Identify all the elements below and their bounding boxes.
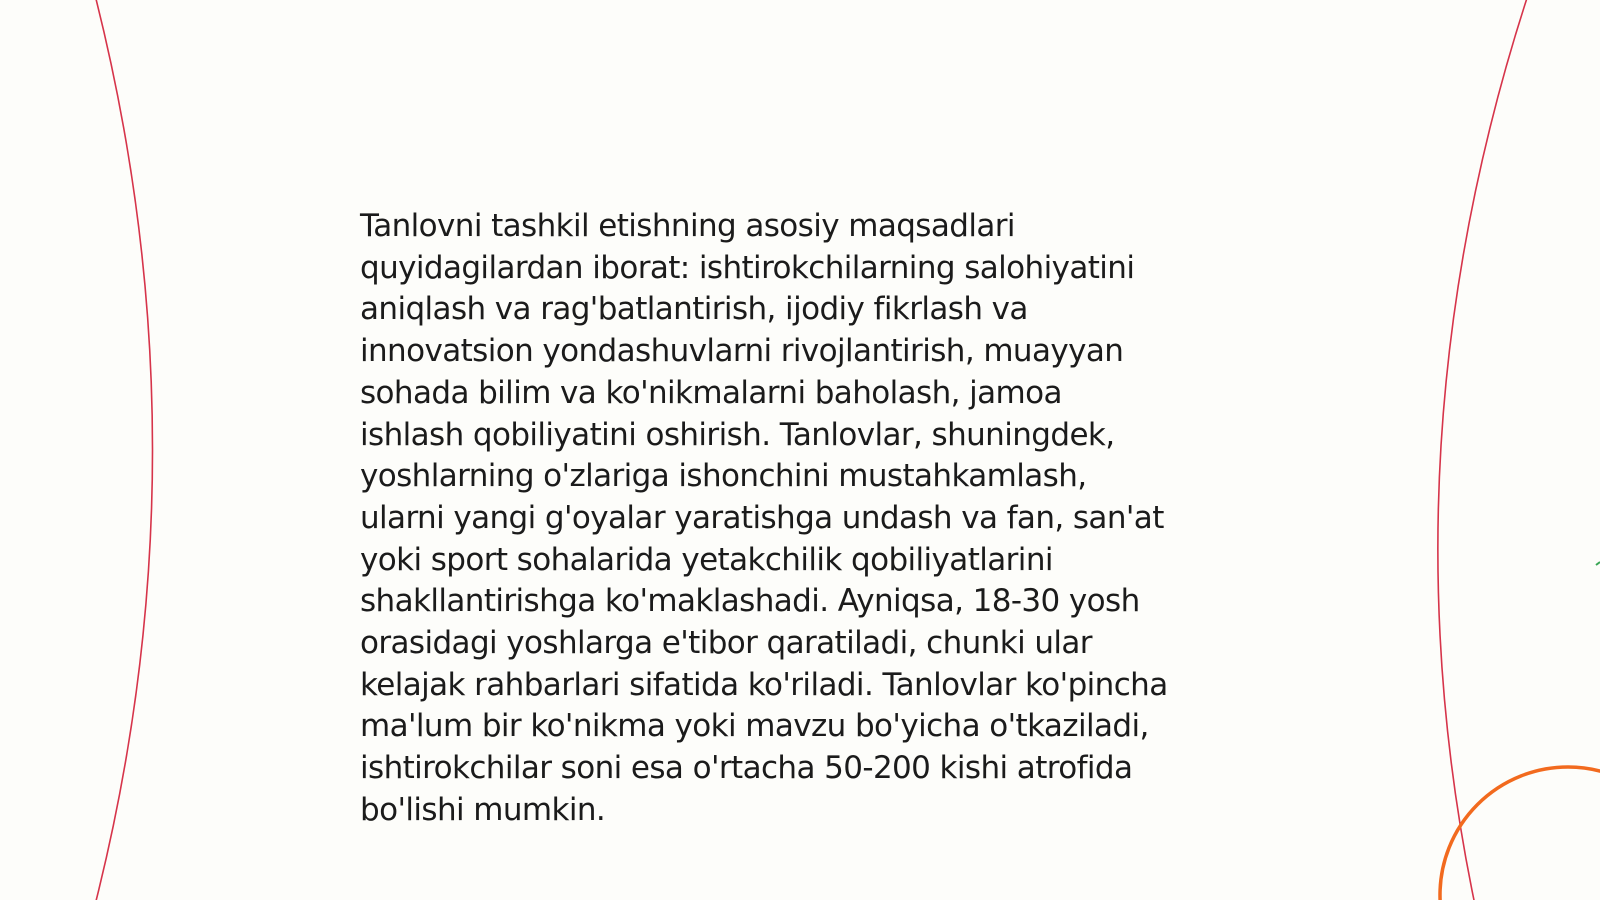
slide-body-text bbox=[360, 206, 1260, 832]
text-line: sohada bilim va ko'nikmalarni baholash, jamoa bbox=[360, 374, 1062, 411]
text-line: bo'lishi mumkin. bbox=[360, 791, 606, 828]
green-accent-mark bbox=[1596, 562, 1600, 565]
text-line: Tanlovni tashkil etishning asosiy maqsadlari bbox=[360, 208, 1015, 244]
text-line: orasidagi yoshlarga e'tibor qaratiladi, chunki ular bbox=[360, 625, 1092, 662]
text-line: kelajak rahbarlari sifatida ko'riladi. Tanlovlar ko'pincha bbox=[360, 666, 1168, 703]
text-line: shakllantirishga ko'maklashadi. Ayniqsa, 18-30 yosh bbox=[360, 583, 1140, 620]
text-line: yoshlarning o'zlariga ishonchini mustahkamlash, bbox=[360, 458, 1087, 495]
orange-circle-outline bbox=[1440, 767, 1600, 900]
text-line: ishlash qobiliyatini oshirish. Tanlovlar, shuningdek, bbox=[360, 416, 1115, 453]
text-line: yoki sport sohalarida yetakchilik qobiliyatlarini bbox=[360, 541, 1053, 578]
text-line: ishtirokchilar soni esa o'rtacha 50-200 kishi atrofida bbox=[360, 750, 1133, 787]
text-line: quyidagilardan iborat: ishtirokchilarning salohiyatini bbox=[360, 249, 1135, 286]
text-line: ularni yangi g'oyalar yaratishga undash va fan, san'at bbox=[360, 499, 1164, 536]
left-arc-line bbox=[95, 0, 153, 900]
text-line: innovatsion yondashuvlarni rivojlantirish, muayyan bbox=[360, 333, 1124, 370]
right-arc-line bbox=[1438, 0, 1528, 900]
text-line: aniqlash va rag'batlantirish, ijodiy fikrlash va bbox=[360, 291, 1028, 328]
text-line: ma'lum bir ko'nikma yoki mavzu bo'yicha o'tkaziladi, bbox=[360, 708, 1149, 745]
